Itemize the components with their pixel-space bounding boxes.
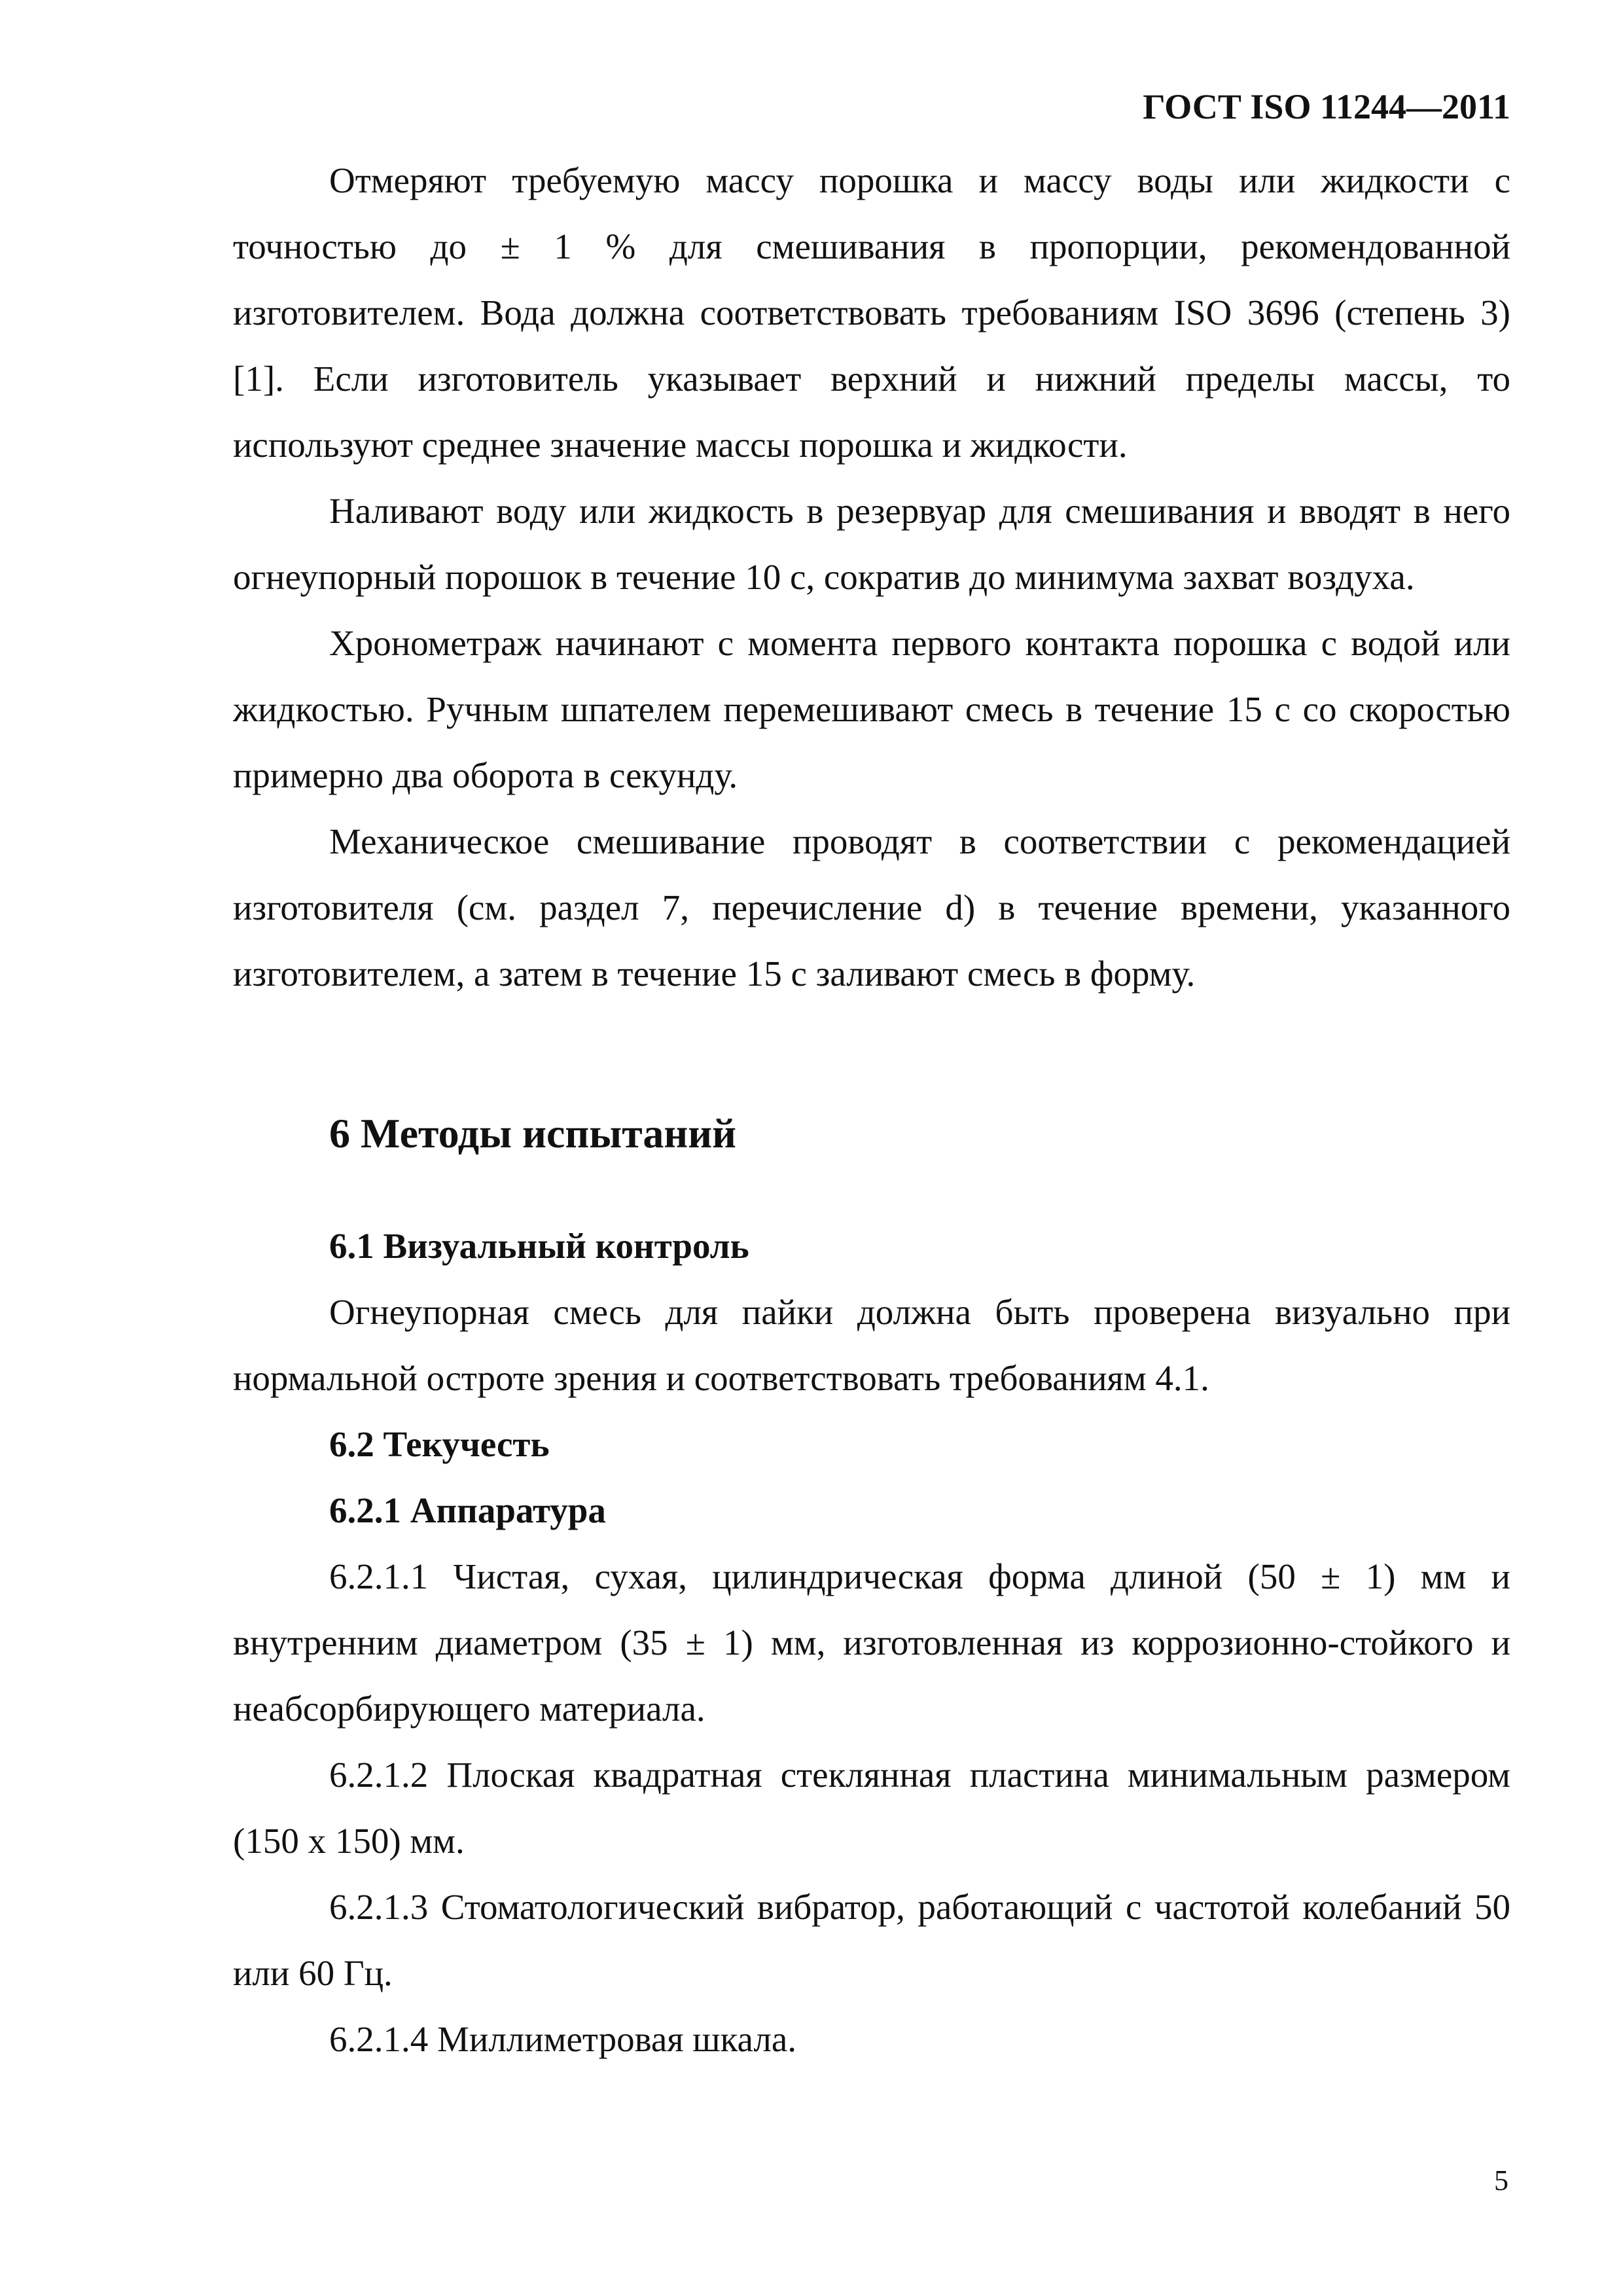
item-6-2-1-1: 6.2.1.1 Чистая, сухая, цилиндрическая форма длиной (50 ± 1) мм и внутренним диаметром (35 ± 1) мм, изготовленная из коррозионно-стойкого и неабсорбирующего материала.	[233, 1556, 1510, 1729]
item-6-2-1-3: 6.2.1.3 Стоматологический вибратор, работающий с частотой колебаний 50 или 60 Гц.	[233, 1887, 1510, 1993]
paragraph-measure: Отмеряют требуемую массу порошка и массу воды или жидкости с точностью до ± 1 % для смешивания в пропорции, рекомендованной изготовителем. Вода должна соответствовать требованиям ISO 3696 (степень 3) [1]. Если изготовитель указывает верхний и нижний пределы массы, то используют среднее значение массы порошка и жидкости.	[233, 160, 1510, 465]
subsection-6-2-1-title: 6.2.1 Аппаратура	[329, 1490, 606, 1530]
item-6-2-1-4: 6.2.1.4 Миллиметровая шкала.	[329, 2019, 797, 2059]
section-title: 6 Методы испытаний	[329, 1110, 737, 1157]
subsection-6-1-title: 6.1 Визуальный контроль	[329, 1226, 749, 1266]
page-number: 5	[1494, 2164, 1508, 2197]
standard-header: ГОСТ ISO 11244—2011	[1143, 87, 1510, 126]
paragraph-timing: Хронометраж начинают с момента первого контакта порошка с водой или жидкостью. Ручным шпателем перемешивают смесь в течение 15 с со скоростью примерно два оборота в секунду.	[233, 623, 1510, 795]
paragraph-mechanical: Механическое смешивание проводят в соответствии с рекомендацией изготовителя (см. раздел 7, перечисление d) в течение времени, указанного изготовителем, а затем в течение 15 с заливают смесь в форму.	[233, 821, 1510, 994]
intro-paragraphs	[233, 147, 1510, 1007]
paragraph-pour: Наливают воду или жидкость в резервуар для смешивания и вводят в него огнеупорный порошок в течение 10 с, сократив до минимума захват воздуха.	[233, 491, 1510, 597]
section-6-body	[233, 1213, 1510, 2072]
subsection-6-2-title: 6.2 Текучесть	[329, 1424, 550, 1464]
item-6-2-1-2: 6.2.1.2 Плоская квадратная стеклянная пластина минимальным размером (150 х 150) мм.	[233, 1755, 1510, 1861]
subsection-6-1-text: Огнеупорная смесь для пайки должна быть проверена визуально при нормальной остроте зрения и соответствовать требованиям 4.1.	[233, 1292, 1510, 1398]
